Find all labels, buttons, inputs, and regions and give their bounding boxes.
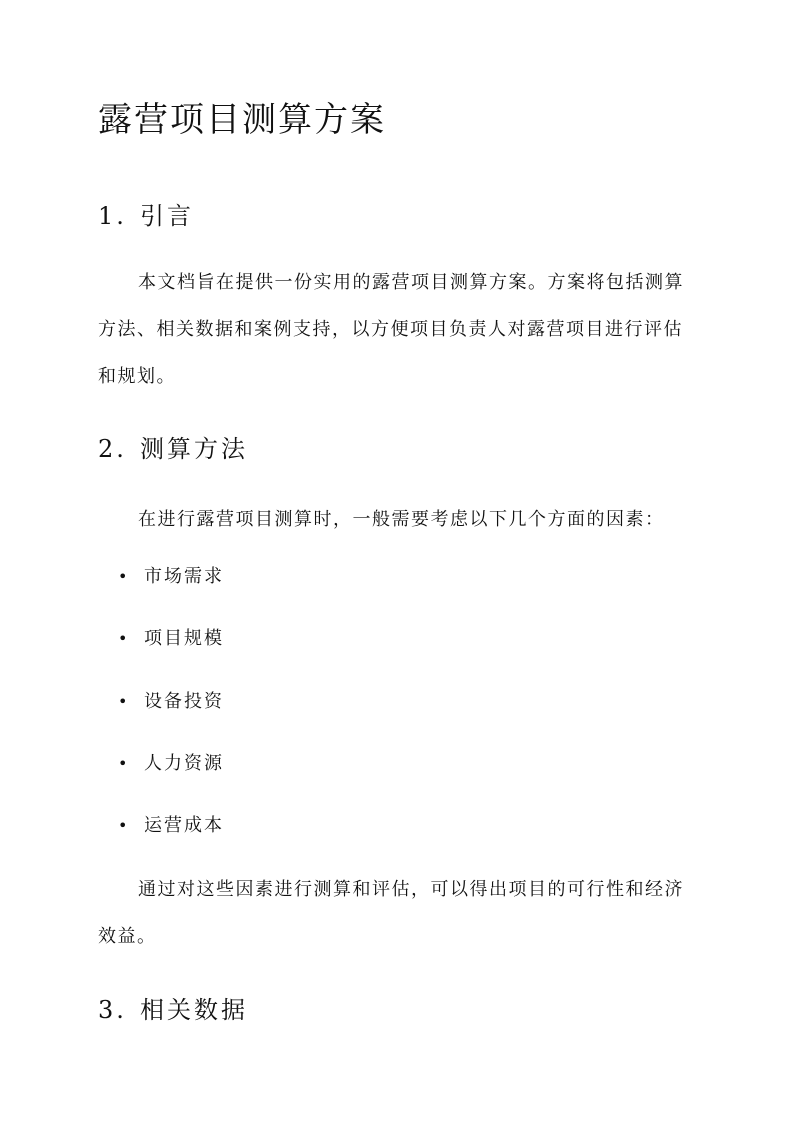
factor-text: 运营成本	[144, 815, 224, 837]
factor-list	[118, 560, 224, 871]
list-item	[118, 747, 224, 809]
bullet-icon: •	[118, 816, 130, 836]
factor-text: 市场需求	[144, 566, 224, 587]
factor-text: 设备投资	[144, 690, 224, 712]
section-number: 2.	[98, 435, 127, 463]
factor-text: 人力资源	[144, 752, 224, 774]
list-item	[118, 560, 224, 622]
bullet-icon: •	[118, 629, 130, 649]
section-number: 3.	[98, 996, 127, 1024]
section-heading-related-data	[98, 990, 248, 1025]
document-title: 露营项目测算方案	[98, 100, 386, 140]
list-item	[118, 622, 224, 684]
list-item	[118, 809, 224, 871]
section-title: 测算方法	[140, 435, 248, 463]
method-conclusion-paragraph: 通过对这些因素进行测算和评估，可以得出项目的可行性和经济效益。	[98, 879, 684, 947]
section-number: 1.	[98, 202, 127, 230]
introduction-paragraph: 本文档旨在提供一份实用的露营项目测算方案。方案将包括测算方法、相关数据和案例支持，以方便项目负责人对露营项目进行评估和规划。	[98, 272, 684, 387]
section-title: 引言	[140, 202, 194, 230]
section-heading-method	[98, 429, 248, 464]
bullet-icon: •	[118, 691, 130, 711]
section-heading-introduction	[98, 196, 194, 231]
section-title: 相关数据	[140, 996, 248, 1024]
list-item	[118, 685, 224, 747]
method-intro-paragraph: 在进行露营项目测算时，一般需要考虑以下几个方面的因素：	[138, 509, 665, 530]
bullet-icon: •	[118, 753, 130, 773]
factor-text: 项目规模	[144, 628, 224, 650]
bullet-icon: •	[118, 567, 130, 586]
